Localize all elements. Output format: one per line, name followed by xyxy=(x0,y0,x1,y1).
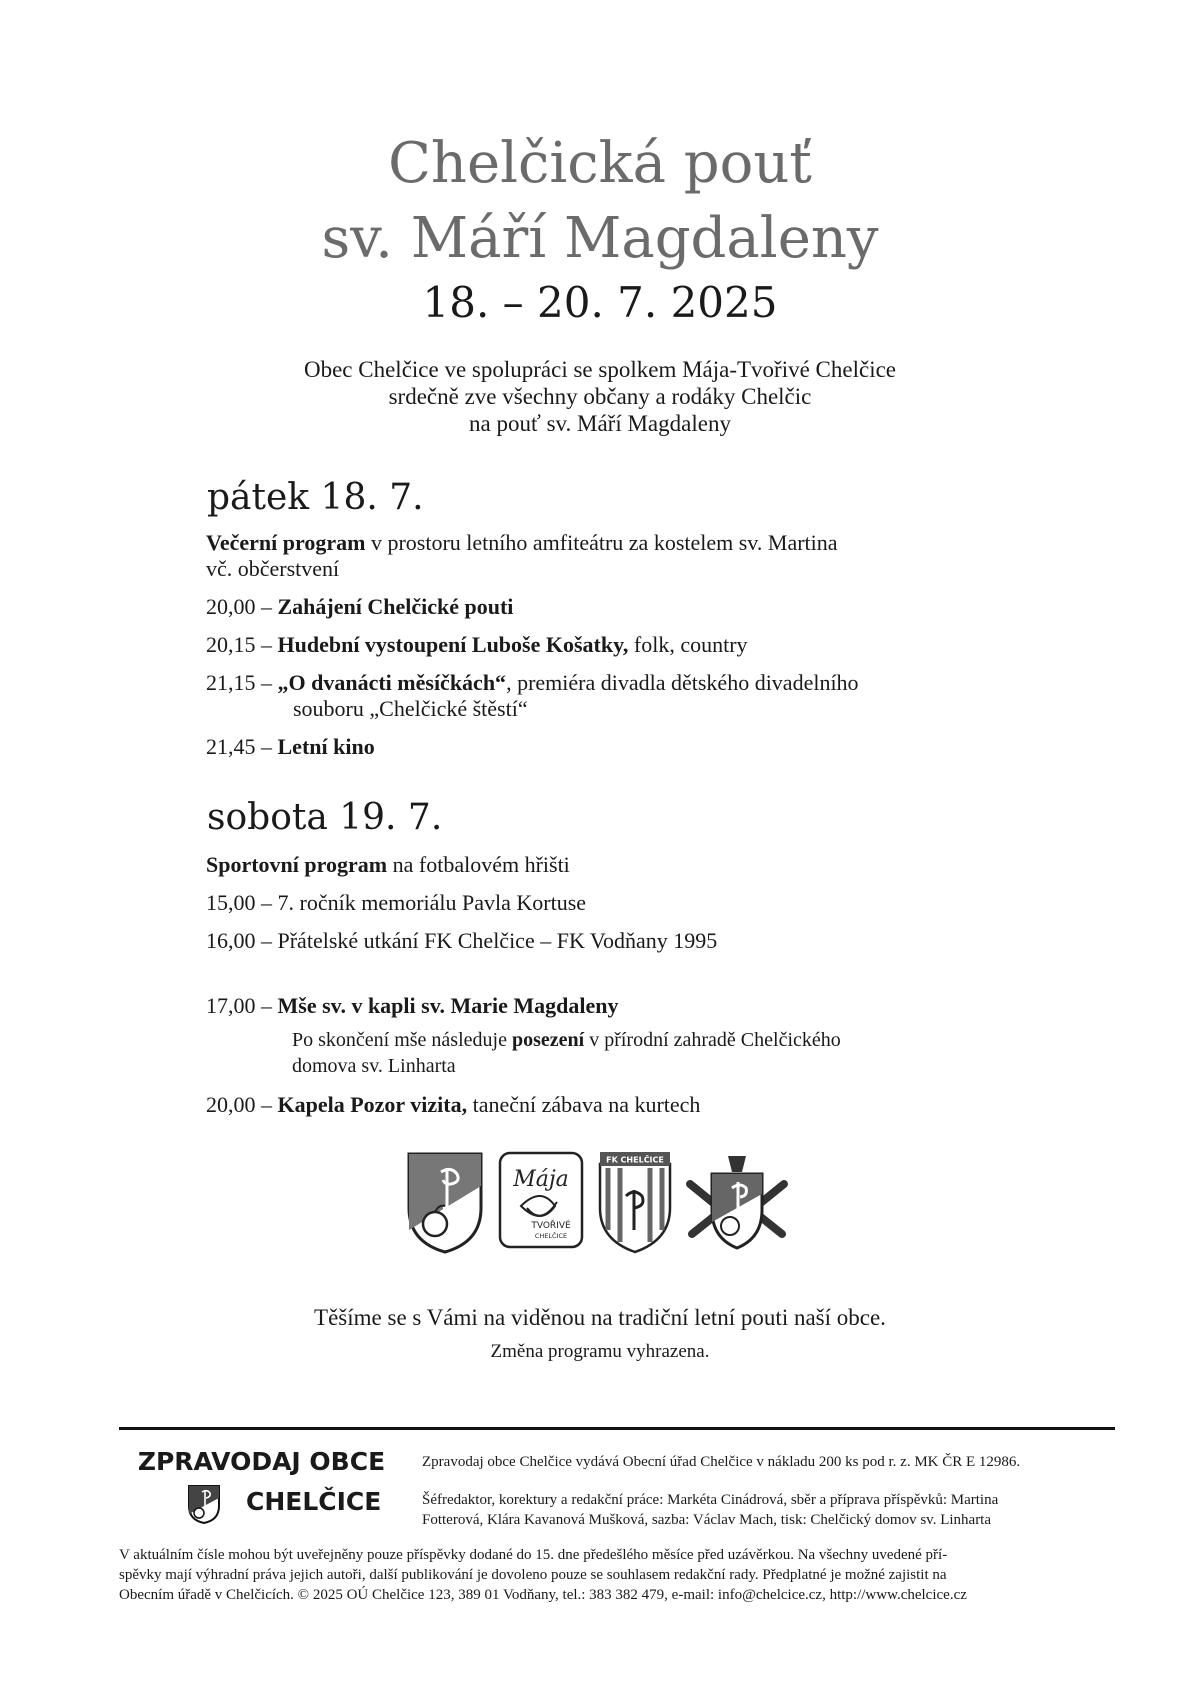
disclaimer-line-1: V aktuálním čísle mohou být uveřejněny pouze příspěvky dodané do 15. dne předešlého měsíce před uzávěrkou. Na všechny uvedené pří- xyxy=(119,1547,948,1563)
closing-message: Těšíme se s Vámi na viděnou na tradiční letní pouti naší obce. xyxy=(314,1305,886,1330)
friday-item xyxy=(206,632,748,658)
item-time: 20,00 – xyxy=(206,1092,278,1117)
title-line-1: Chelčická pouť xyxy=(388,131,812,196)
saturday-sport-item: 15,00 – 7. ročník memoriálu Pavla Kortuse xyxy=(206,890,587,915)
item-detail: folk, country xyxy=(628,632,748,657)
maja-tvorive-chelcice-logo xyxy=(497,1150,585,1250)
mass-note xyxy=(292,1027,841,1053)
friday-program-place: v prostoru letního amfiteátru za kostelem sv. Martina xyxy=(365,530,838,555)
item-title: Hudební vystoupení Luboše Košatky, xyxy=(277,632,629,657)
disclaimer-line-2: spěvky mají výhradní práva jejich autoři, další publikování je dovoleno pouze se souhlasem redakční rady. Předplatné je možné zajistit na xyxy=(119,1567,947,1583)
friday-item xyxy=(206,594,513,620)
title-line-2: sv. Máří Magdaleny xyxy=(321,206,879,271)
fk-chelcice-logo xyxy=(596,1150,674,1254)
item-detail: taneční zábava na kurtech xyxy=(467,1092,701,1117)
item-time: 17,00 – xyxy=(206,993,278,1018)
friday-item xyxy=(206,670,859,696)
chelcice-crest-small-icon xyxy=(187,1484,221,1524)
disclaimer-line-3: Obecním úřadě v Chelčicích. © 2025 OÚ Chelčice 123, 389 01 Vodňany, tel.: 383 382 479, e-mail: info@chelcice.cz, http://www.chelcice.cz xyxy=(119,1587,967,1603)
footer-divider xyxy=(119,1427,1115,1430)
mass-note-bold: posezení xyxy=(511,1029,585,1051)
publisher-info: Zpravodaj obce Chelčice vydává Obecní úřad Chelčice v nákladu 200 ks pod r. z. MK ČR E 12986. xyxy=(422,1454,1021,1470)
item-title: Letní kino xyxy=(277,734,375,759)
maja-subtitle-1: TVOŘIVÉ xyxy=(531,1221,571,1231)
friday-heading: pátek 18. 7. xyxy=(207,477,424,518)
item-detail: , premiéra divadla dětského divadelního xyxy=(506,670,859,695)
friday-program-title: Večerní program xyxy=(206,530,366,555)
friday-item xyxy=(206,734,375,760)
invitation-text xyxy=(0,356,1200,437)
maja-wordmark: Mája xyxy=(513,1167,569,1192)
mass-note-text: Po skončení mše následuje xyxy=(292,1029,512,1051)
item-title: Kapela Pozor vizita, xyxy=(277,1092,468,1117)
newsletter-subtitle: CHELČICE xyxy=(246,1487,382,1516)
editors-info-line-1: Šéfredaktor, korektury a redakční práce: Markéta Cinádrová, sběr a příprava příspěvků: Martina xyxy=(422,1492,999,1508)
fk-label: FK CHELČICE xyxy=(606,1155,664,1165)
mass-item xyxy=(206,993,619,1019)
newsletter-title: ZPRAVODAJ OBCE xyxy=(137,1447,386,1476)
saturday-program-place: na fotbalovém hřišti xyxy=(387,852,570,877)
item-time: 21,15 – xyxy=(206,670,278,695)
maja-subtitle-2: CHELČICE xyxy=(534,1232,568,1240)
editors-info-line-2: Fotterová, Klára Kavanová Mušková, sazba: Václav Mach, tisk: Chelčický domov sv. Linharta xyxy=(422,1512,992,1528)
dance-item xyxy=(206,1092,700,1118)
invitation-line-3: na pouť sv. Máří Magdaleny xyxy=(469,411,731,436)
saturday-sport-item: 16,00 – Přátelské utkání FK Chelčice – FK Vodňany 1995 xyxy=(206,928,718,953)
mass-note-line-2: domova sv. Linharta xyxy=(292,1055,456,1077)
program-change-note: Změna programu vyhrazena. xyxy=(490,1341,710,1362)
item-title: Zahájení Chelčické pouti xyxy=(277,594,514,619)
item-title: Mše sv. v kapli sv. Marie Magdaleny xyxy=(277,993,619,1018)
item-time: 20,00 – xyxy=(206,594,278,619)
invitation-line-2: srdečně zve všechny občany a rodáky Chelčic xyxy=(388,384,812,409)
fire-brigade-badge-icon xyxy=(682,1150,792,1254)
item-title: „O dvanácti měsíčkách“ xyxy=(277,670,507,695)
chelcice-coat-of-arms-icon xyxy=(405,1150,485,1254)
saturday-program-line xyxy=(206,852,570,878)
invitation-line-1: Obec Chelčice ve spolupráci se spolkem Mája-Tvořivé Chelčice xyxy=(303,357,897,382)
friday-program-line-2: vč. občerstvení xyxy=(206,556,340,581)
logo-row xyxy=(400,1150,800,1280)
friday-item-continuation: souboru „Chelčické štěstí“ xyxy=(293,696,528,721)
mass-note-text: v přírodní zahradě Chelčického xyxy=(584,1029,841,1051)
saturday-program-title: Sportovní program xyxy=(206,852,388,877)
saturday-heading: sobota 19. 7. xyxy=(207,797,443,838)
item-time: 20,15 – xyxy=(206,632,278,657)
item-time: 21,45 – xyxy=(206,734,278,759)
event-dates: 18. – 20. 7. 2025 xyxy=(422,278,778,327)
friday-program-line xyxy=(206,530,838,556)
